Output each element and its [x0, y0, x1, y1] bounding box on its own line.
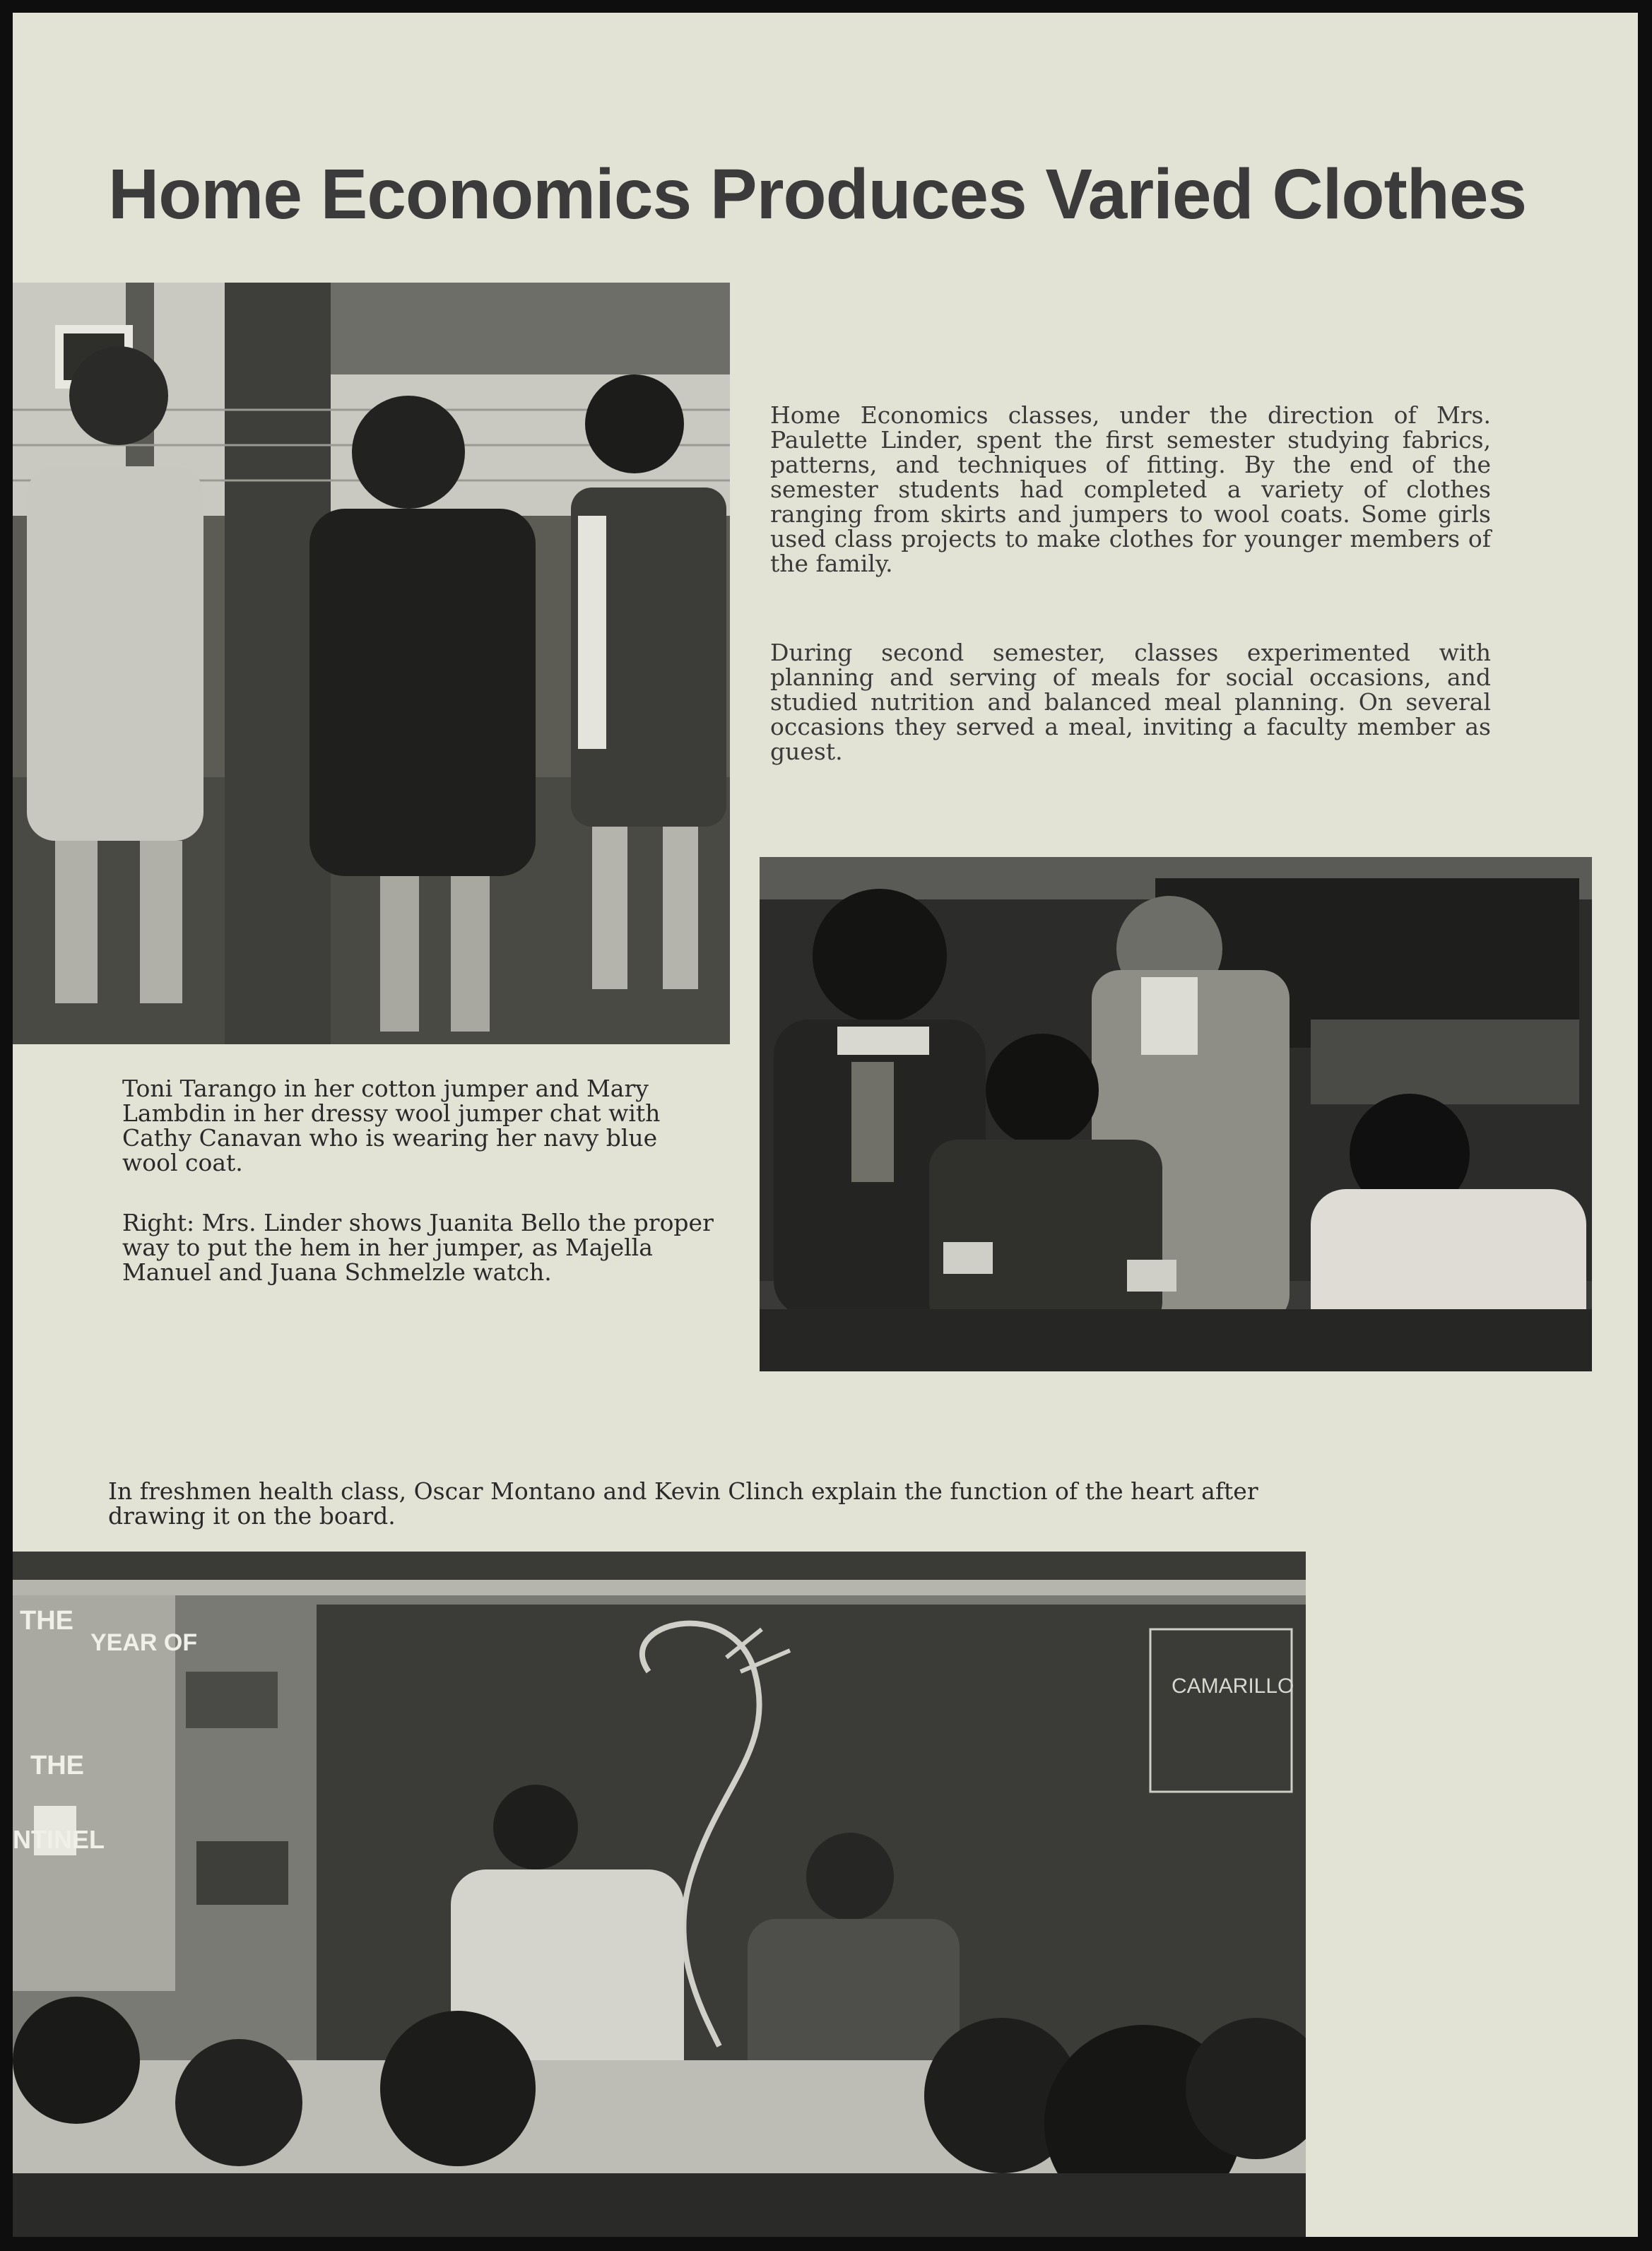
board-text-2: YEAR OF	[90, 1629, 198, 1656]
chalk-label: CAMARILLO	[1172, 1674, 1294, 1698]
caption-photo-2: Right: Mrs. Linder shows Juanita Bello the proper way to put the hem in her jumper, as Majella Manuel and Juana Schmelzle watch.	[122, 1209, 714, 1286]
yearbook-page	[13, 13, 1638, 2237]
article-paragraph-1: Home Economics classes, under the direction of Mrs. Paulette Linder, spent the first semester studying fabrics, patterns, and techniques of fitting. By the end of the semester students had completed a variety of clothes ranging from skirts and jumpers to wool coats. Some girls used class projects to make clothes for younger members of the family.	[770, 401, 1491, 577]
photo-sewing-class	[760, 857, 1592, 1371]
photo-health-class	[13, 1552, 1306, 2237]
photo-girls-outdoors	[13, 283, 730, 1044]
board-text-4: NTINEL	[13, 1825, 105, 1854]
article-paragraph-2: During second semester, classes experimented with planning and serving of meals for social occasions, and studied nutrition and balanced meal planning. On several occasions they served a meal, inviting a faculty member as guest.	[770, 639, 1491, 765]
board-text-1: THE	[20, 1606, 73, 1636]
page-title: Home Economics Produces Varied Clothes	[108, 155, 1527, 234]
caption-photo-3: In freshmen health class, Oscar Montano and Kevin Clinch explain the function of the heart after drawing it on the board.	[108, 1477, 1258, 1530]
caption-photo-1: Toni Tarango in her cotton jumper and Mary Lambdin in her dressy wool jumper chat with Cathy Canavan who is wearing her navy blue wool coat.	[122, 1075, 661, 1176]
board-text-3: THE	[30, 1751, 84, 1780]
